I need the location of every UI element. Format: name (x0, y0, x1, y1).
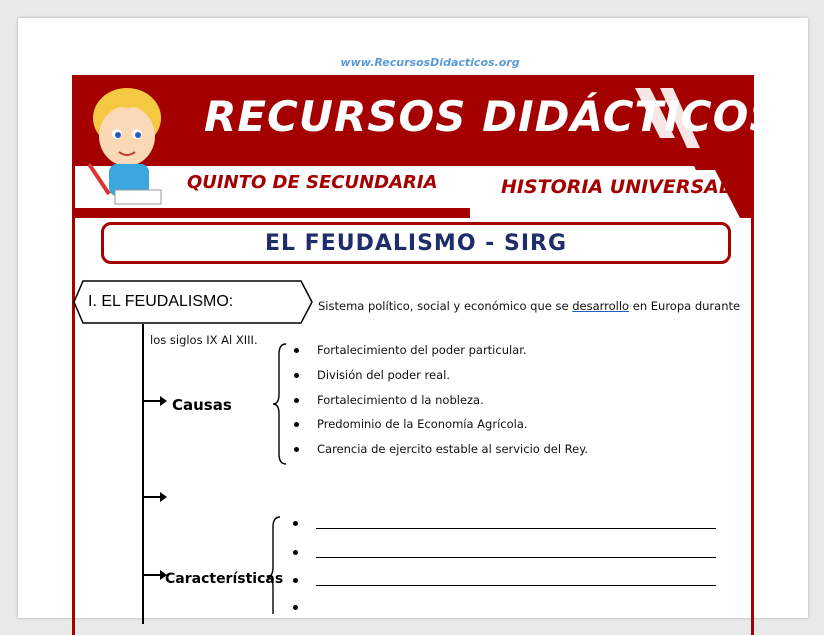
caracteristicas-label: Características (165, 571, 284, 587)
underlined-word: desarrollo (572, 299, 630, 313)
bullet-dot (293, 550, 298, 555)
bullet-dot (294, 373, 299, 378)
section-heading: I. EL FEUDALISMO: (88, 293, 234, 310)
arrow-caracteristicas (143, 574, 161, 576)
site-url[interactable]: www.RecursosDidacticos.org (340, 56, 520, 69)
blank-answer-line[interactable] (316, 585, 716, 586)
arrow-empty (143, 496, 161, 498)
banner-title: RECURSOS DIDÁCTICOS (204, 92, 781, 141)
caracteristicas-brace (266, 515, 282, 614)
document-title-box (101, 222, 731, 264)
document-title: EL FEUDALISMO - SIRG (264, 230, 568, 256)
bullet-dot (293, 578, 298, 583)
bullet-dot (294, 348, 299, 353)
causa-item-4: Predominio de la Economía Agrícola. (317, 417, 528, 431)
causa-item-3: Fortalecimiento d la nobleza. (317, 393, 484, 407)
bullet-dot (293, 521, 298, 526)
causas-label: Causas (172, 396, 232, 414)
bullet-dot (293, 605, 298, 610)
definition-line-2: los siglos IX Al XIII. (150, 333, 258, 347)
bullet-dot (294, 398, 299, 403)
bullet-dot (294, 422, 299, 427)
blank-answer-line[interactable] (316, 557, 716, 558)
causas-brace (272, 342, 288, 466)
blank-answer-line[interactable] (316, 528, 716, 529)
bullet-dot (294, 447, 299, 452)
banner-subject: HISTORIA UNIVERSAL (501, 176, 731, 198)
banner-grade: QUINTO DE SECUNDARIA (187, 172, 438, 193)
connector-line (142, 324, 144, 624)
causa-item-2: División del poder real. (317, 368, 450, 382)
causa-item-1: Fortalecimiento del poder particular. (317, 343, 527, 357)
definition-line-1: Sistema político, social y económico que se desarrollo en Europa durante (318, 299, 741, 313)
causa-item-5: Carencia de ejercito estable al servicio del Rey. (317, 442, 589, 456)
arrow-causas (143, 400, 161, 402)
